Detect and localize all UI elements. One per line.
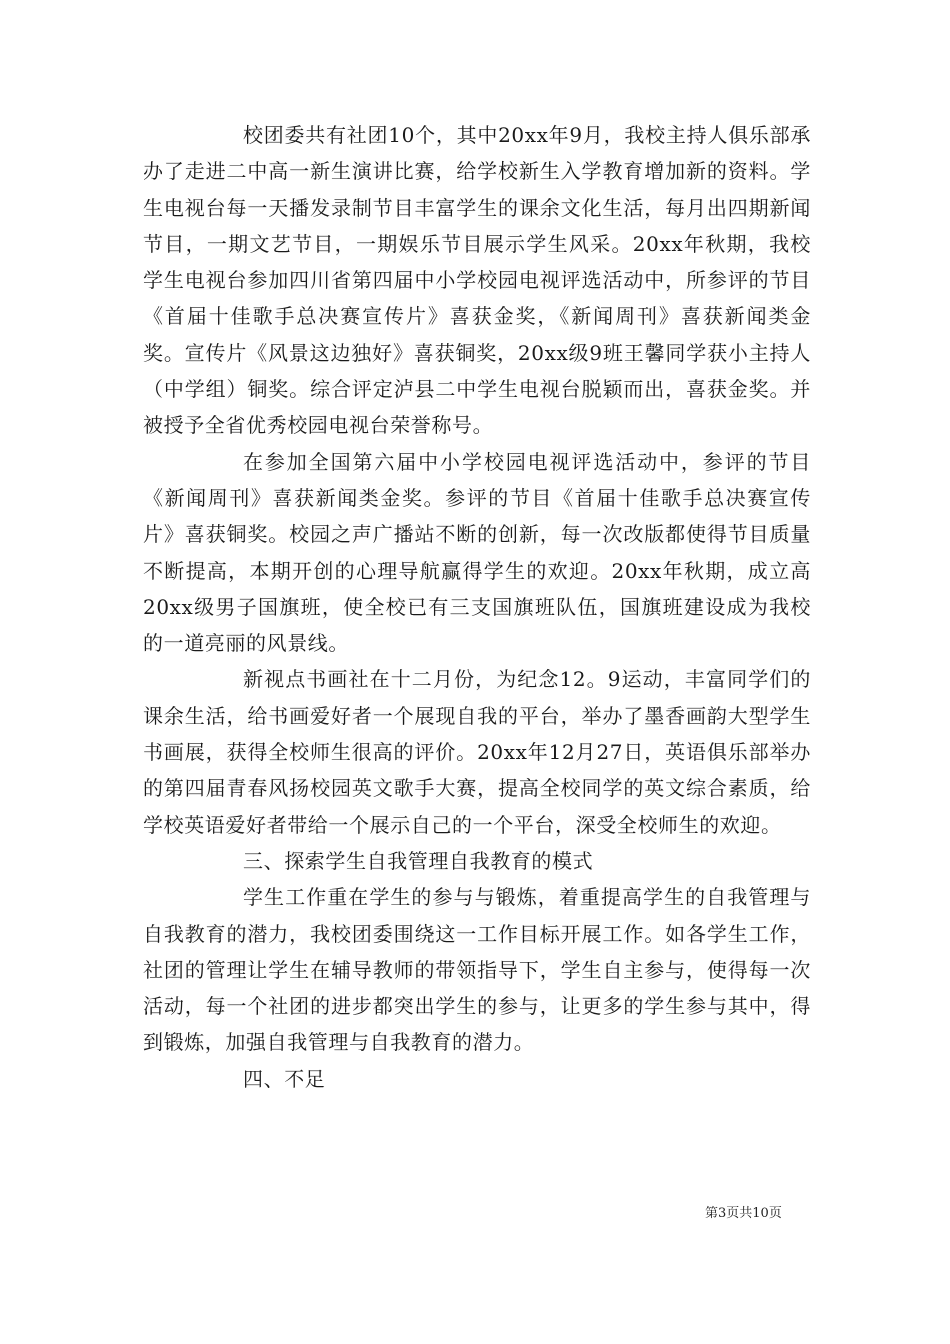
paragraph-clubs: 校团委共有社团10个，其中20xx年9月，我校主持人俱乐部承办了走进二中高一新生演讲比赛，给学校新生入学教育增加新的资料。学生电视台每一天播发录制节目丰富学生的课余文化生活，每月出四期新闻节目，一期文艺节目，一期娱乐节目展示学生风采。20xx年秋期，我校学生电视台参加四川省第四届中小学校园电视评选活动中，所参评的节目《首届十佳歌手总决赛宣传片》喜获金奖，《新闻周刊》喜获新闻类金奖。宣传片《风景这边独好》喜获铜奖，20xx级9班王馨同学获小主持人（中学组）铜奖。综合评定泸县二中学生电视台脱颖而出，喜获金奖。并被授予全省优秀校园电视台荣誉称号。: [143, 123, 811, 438]
section-heading-3: 三、探索学生自我管理自我教育的模式: [243, 848, 594, 873]
paragraph-self-management: 学生工作重在学生的参与与锻炼，着重提高学生的自我管理与自我教育的潜力，我校团委围绕这一工作目标开展工作。如各学生工作，社团的管理让学生在辅导教师的带领指导下，学生自主参与，使得每一次活动，每一个社团的进步都突出学生的参与，让更多的学生参与其中，得到锻炼，加强自我管理与自我教育的潜力。: [143, 885, 811, 1055]
paragraph-national-tv: 在参加全国第六届中小学校园电视评选活动中，参评的节目《新闻周刊》喜获新闻类金奖。参评的节目《首届十佳歌手总决赛宣传片》喜获铜奖。校园之声广播站不断的创新，每一次改版都使得节目质量不断提高，本期开创的心理导航赢得学生的欢迎。20xx年秋期，成立高20xx级男子国旗班，使全校已有三支国旗班队伍，国旗班建设成为我校的一道亮丽的风景线。: [143, 449, 811, 656]
paragraph-calligraphy-english: 新视点书画社在十二月份，为纪念12。9运动，丰富同学们的课余生活，给书画爱好者一个展现自我的平台，举办了墨香画韵大型学生书画展，获得全校师生很高的评价。20xx年12月27日，英语俱乐部举办的第四届青春风扬校园英文歌手大赛，提高全校同学的英文综合素质，给学校英语爱好者带给一个展示自己的一个平台，深受全校师生的欢迎。: [143, 667, 811, 837]
section-heading-4: 四、不足: [243, 1066, 326, 1091]
page-number: 第3页共10页: [705, 1206, 782, 1221]
document-body: [143, 117, 811, 1097]
